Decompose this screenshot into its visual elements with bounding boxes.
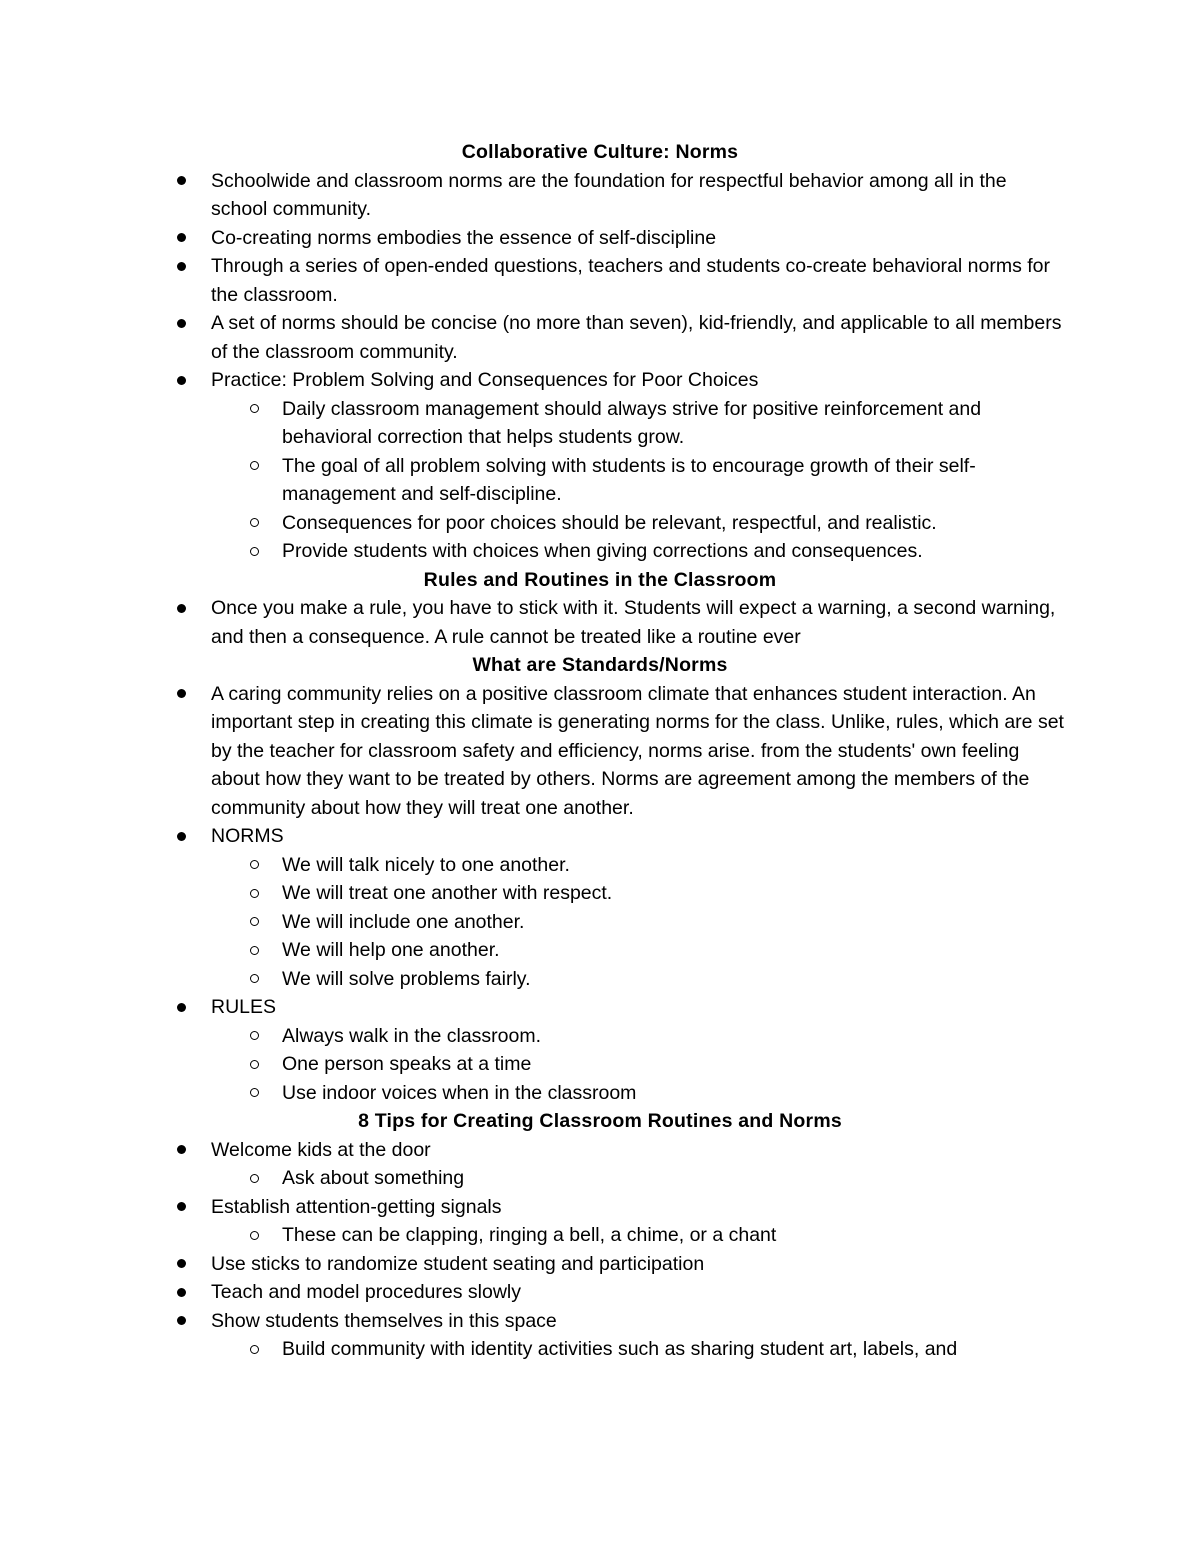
heading-rules-and-routines: Rules and Routines in the Classroom bbox=[423, 568, 777, 591]
list-item bbox=[0, 822, 1066, 851]
bullet-disc-icon bbox=[177, 680, 186, 709]
bullet-circle-icon bbox=[250, 395, 259, 424]
sub-list-item bbox=[0, 1022, 1066, 1051]
list-item-text: Once you make a rule, you have to stick with it. Students will expect a warning, a second warning, and then a consequence. A rule cannot be treated like a routine ever bbox=[211, 597, 1056, 648]
sub-list-item-text: Always walk in the classroom. bbox=[282, 1024, 542, 1047]
list-item-text: Co-creating norms embodies the essence of self-discipline bbox=[211, 226, 717, 249]
bullet-disc-icon bbox=[177, 594, 186, 623]
bullet-disc-icon bbox=[177, 1278, 186, 1307]
list-item-text: Practice: Problem Solving and Consequences for Poor Choices bbox=[211, 369, 759, 391]
sub-list-item bbox=[0, 851, 1066, 880]
sub-list-item bbox=[0, 509, 1066, 538]
sub-list-item-text: These can be clapping, ringing a bell, a chime, or a chant bbox=[282, 1224, 777, 1246]
bullet-disc-icon bbox=[177, 1250, 186, 1279]
list-item bbox=[0, 993, 1066, 1022]
list-item-text: Teach and model procedures slowly bbox=[211, 1281, 522, 1303]
sub-list-item-text: We will treat one another with respect. bbox=[282, 882, 613, 904]
list-item bbox=[0, 167, 1066, 224]
sub-list-item bbox=[0, 452, 1066, 509]
bullet-circle-icon bbox=[250, 1022, 259, 1051]
list-item bbox=[0, 1193, 1066, 1222]
bullet-disc-icon bbox=[177, 1136, 186, 1165]
bullet-disc-icon bbox=[177, 1307, 186, 1336]
list-item bbox=[0, 680, 1066, 823]
list-item-text: Show students themselves in this space bbox=[211, 1309, 557, 1332]
sub-list-item bbox=[0, 965, 1066, 994]
bullet-circle-icon bbox=[250, 851, 259, 880]
list-item bbox=[0, 366, 1066, 395]
list-item-text: NORMS bbox=[211, 825, 284, 847]
heading-collaborative-culture: Collaborative Culture: Norms bbox=[461, 141, 739, 163]
list-item bbox=[0, 1250, 1066, 1279]
sub-list-item bbox=[0, 1335, 1066, 1364]
bullet-disc-icon bbox=[177, 167, 186, 196]
sub-list-item-text: We will help one another. bbox=[282, 939, 500, 961]
sub-list-item bbox=[0, 1050, 1066, 1079]
bullet-circle-icon bbox=[250, 1050, 259, 1079]
list-item bbox=[0, 224, 1066, 253]
heading-8-tips: 8 Tips for Creating Classroom Routines and Norms bbox=[358, 1110, 842, 1132]
list-item bbox=[0, 309, 1066, 366]
list-item-text: RULES bbox=[211, 996, 277, 1018]
bullet-circle-icon bbox=[250, 879, 259, 908]
sub-list-item bbox=[0, 1164, 1066, 1193]
list-item-text: Use sticks to randomize student seating and participation bbox=[211, 1252, 705, 1275]
sub-list-item-text: Use indoor voices when in the classroom bbox=[282, 1081, 637, 1104]
sub-list-item bbox=[0, 395, 1066, 452]
bullet-disc-icon bbox=[177, 1193, 186, 1222]
sub-list-item-text: Provide students with choices when giving corrections and consequences. bbox=[282, 540, 923, 562]
sub-list-item-text: We will solve problems fairly. bbox=[282, 967, 531, 990]
bullet-disc-icon bbox=[177, 252, 186, 281]
sub-list-item-text: We will include one another. bbox=[282, 910, 525, 933]
bullet-circle-icon bbox=[250, 1164, 259, 1193]
sub-list-item bbox=[0, 936, 1066, 965]
sub-list-item-text: One person speaks at a time bbox=[282, 1053, 532, 1075]
list-item bbox=[0, 252, 1066, 309]
sub-list-item-text: Consequences for poor choices should be relevant, respectful, and realistic. bbox=[282, 511, 937, 534]
sub-list-item-text: Ask about something bbox=[282, 1167, 465, 1189]
bullet-circle-icon bbox=[250, 509, 259, 538]
list-item bbox=[0, 1278, 1066, 1307]
bullet-circle-icon bbox=[250, 965, 259, 994]
bullet-circle-icon bbox=[250, 537, 259, 566]
sub-list-item-text: Build community with identity activities such as sharing student art, labels, and bbox=[282, 1338, 958, 1360]
bullet-circle-icon bbox=[250, 936, 259, 965]
list-item bbox=[0, 1136, 1066, 1165]
list-item-text: Welcome kids at the door bbox=[211, 1138, 431, 1161]
sub-list-item bbox=[0, 1221, 1066, 1250]
bullet-disc-icon bbox=[177, 366, 186, 395]
bullet-circle-icon bbox=[250, 452, 259, 481]
bullet-disc-icon bbox=[177, 224, 186, 253]
sub-list-item-text: We will talk nicely to one another. bbox=[282, 853, 570, 876]
list-item-text: A set of norms should be concise (no more than seven), kid-friendly, and applicable to all members of the classroom community. bbox=[211, 312, 1062, 363]
sub-list-item-text: The goal of all problem solving with students is to encourage growth of their self-management and self-discipline. bbox=[282, 454, 976, 505]
sub-list-item bbox=[0, 1079, 1066, 1108]
bullet-circle-icon bbox=[250, 1079, 259, 1108]
sub-list-item-text: Daily classroom management should always strive for positive reinforcement and behavioral correction that helps students grow. bbox=[282, 397, 982, 448]
list-item-text: Schoolwide and classroom norms are the foundation for respectful behavior among all in the school community. bbox=[211, 169, 1007, 220]
list-item bbox=[0, 594, 1066, 651]
document-page bbox=[0, 138, 1200, 1364]
sub-list-item bbox=[0, 908, 1066, 937]
list-item-text: Establish attention-getting signals bbox=[211, 1195, 502, 1218]
bullet-disc-icon bbox=[177, 309, 186, 338]
sub-list-item bbox=[0, 879, 1066, 908]
bullet-circle-icon bbox=[250, 1335, 259, 1364]
list-item-text: A caring community relies on a positive classroom climate that enhances student interaction. An important step in creating this climate is generating norms for the class. Unlike, rules, which are set by the teacher for classroom safety and efficiency, norms arise. from the students' own feeling about how they want to be treated by others. Norms are agreement among the members of the community about how they will treat one another. bbox=[211, 682, 1064, 819]
bullet-circle-icon bbox=[250, 908, 259, 937]
heading-standards-norms: What are Standards/Norms bbox=[472, 654, 728, 676]
list-item bbox=[0, 1307, 1066, 1336]
bullet-disc-icon bbox=[177, 822, 186, 851]
list-item-text: Through a series of open-ended questions, teachers and students co-create behavioral norms for the classroom. bbox=[211, 255, 1050, 306]
sub-list-item bbox=[0, 537, 1066, 566]
bullet-circle-icon bbox=[250, 1221, 259, 1250]
bullet-disc-icon bbox=[177, 993, 186, 1022]
